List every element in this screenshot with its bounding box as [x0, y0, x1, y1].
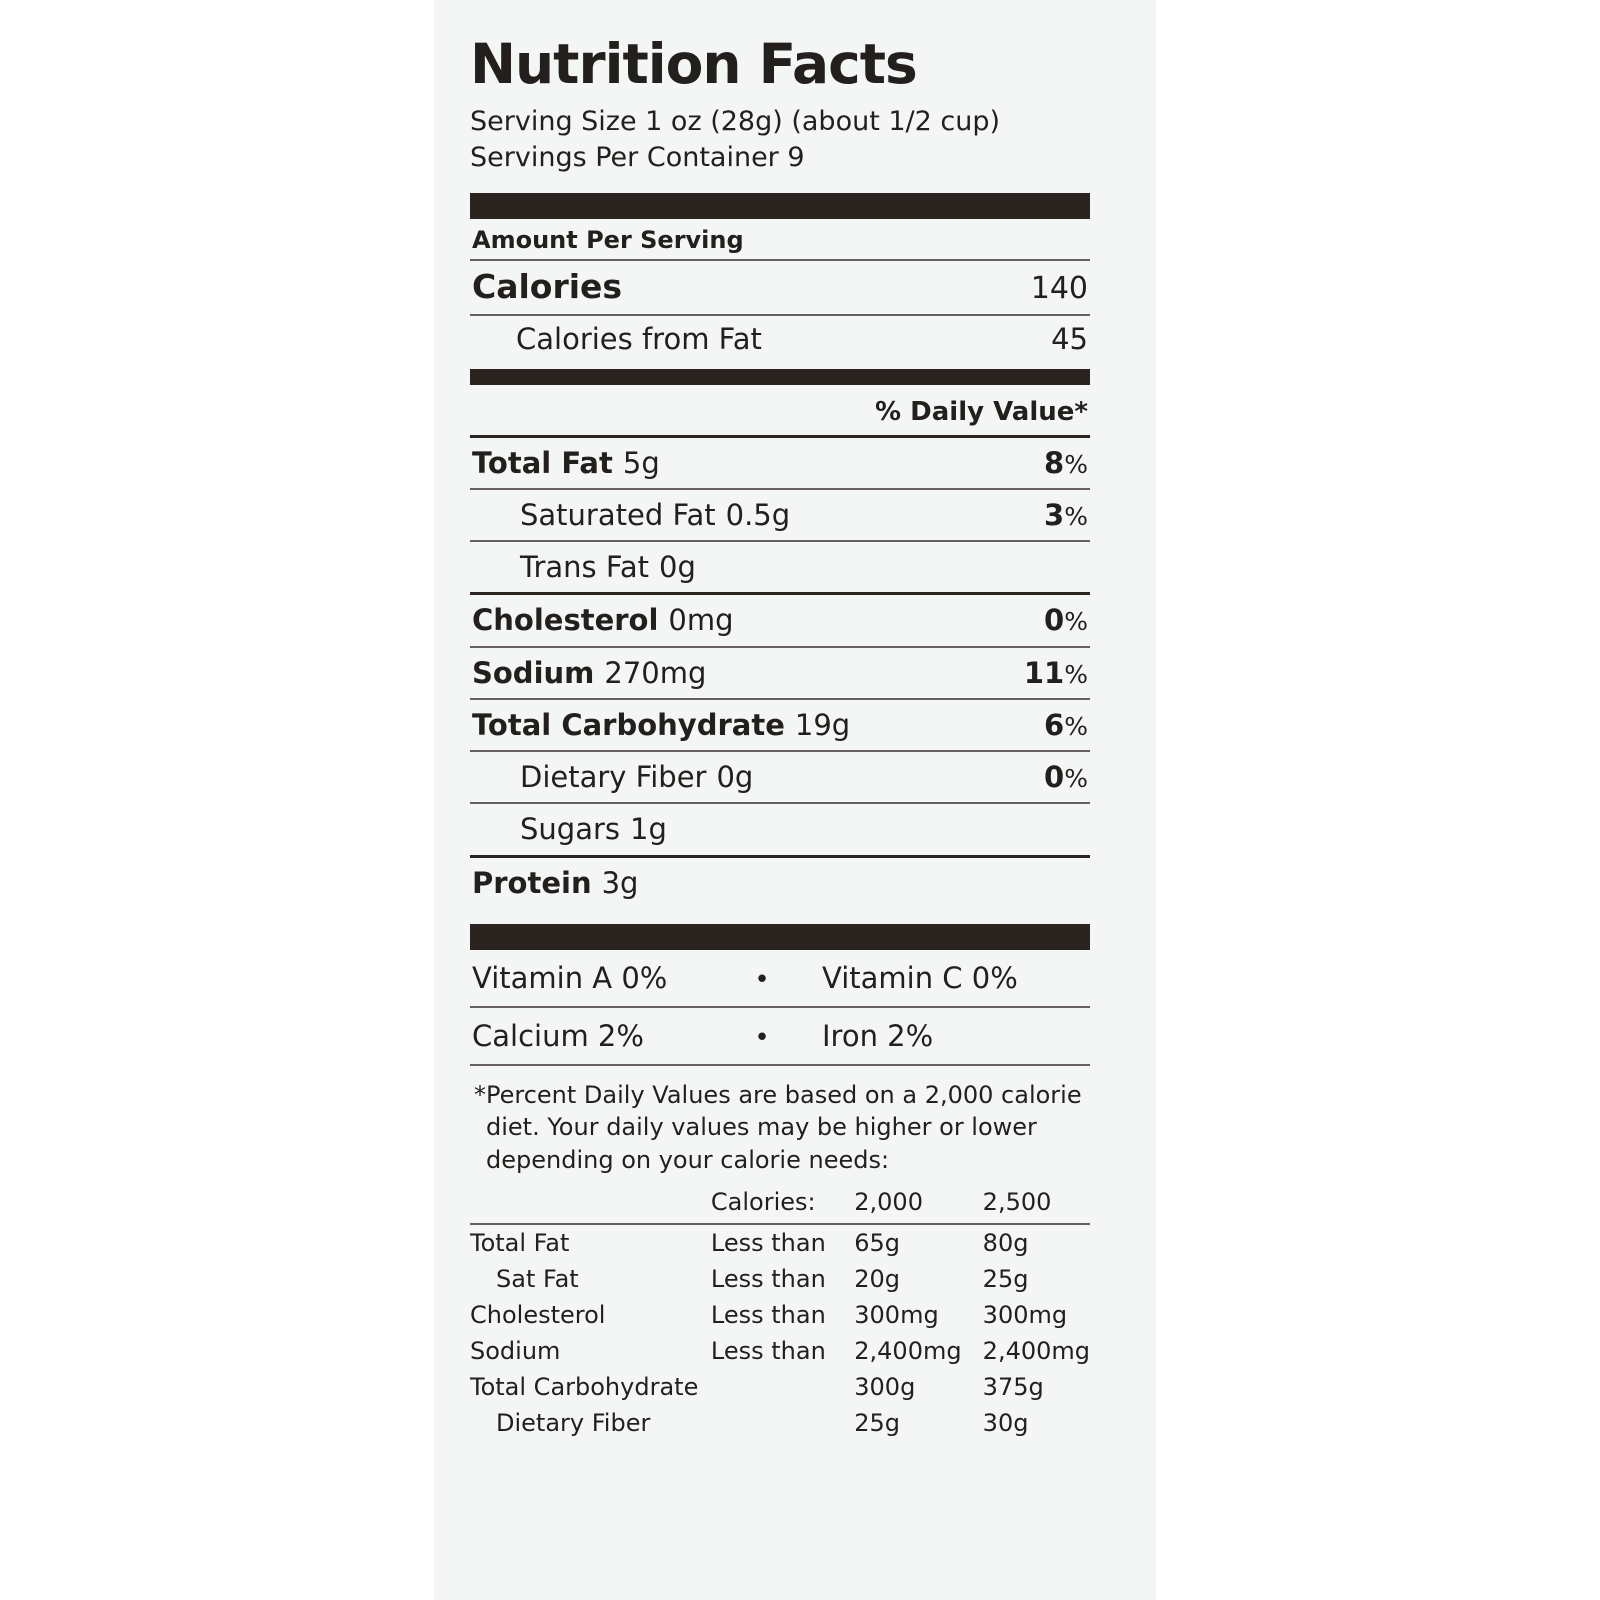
- calories-value: 140: [1030, 270, 1088, 306]
- nutrient-row: [470, 700, 1090, 750]
- row-less-than: [711, 1369, 854, 1405]
- row-less-than: Less than: [710, 1301, 826, 1330]
- nutrient-row: [470, 752, 1090, 802]
- amount-per-serving-label: Amount Per Serving: [472, 225, 744, 254]
- nutrient-amount: 1g: [630, 812, 667, 847]
- header-2000: 2,000: [854, 1188, 923, 1217]
- nutrient-name: Dietary Fiber: [520, 760, 707, 795]
- mid-divider: [470, 369, 1090, 385]
- daily-values-reference-table: [470, 1184, 1090, 1441]
- row-2000: 300mg: [854, 1301, 939, 1330]
- nutrient-dv: 3: [1044, 497, 1065, 532]
- percent-sign: %: [1064, 607, 1088, 637]
- table-row: [470, 1225, 1090, 1261]
- nutrient-amount: 3g: [601, 865, 639, 900]
- nutrient-amount: 0.5g: [725, 497, 791, 532]
- row-2000: 300g: [854, 1373, 916, 1402]
- nutrient-dv: 6: [1044, 707, 1065, 742]
- header-blank: [470, 1184, 711, 1223]
- row-less-than: [711, 1405, 854, 1441]
- thick-divider-top: [470, 193, 1090, 219]
- nutrient-name: Total Carbohydrate: [472, 707, 785, 742]
- percent-sign: %: [1064, 711, 1088, 741]
- iron-value: Iron 2%: [822, 1018, 934, 1053]
- daily-value-footnote: *Percent Daily Values are based on a 2,000 calorie diet. Your daily values may be higher or lower depending on your calorie needs:: [474, 1080, 1082, 1174]
- calories-label: Calories: [472, 266, 623, 306]
- daily-value-header: % Daily Value*: [875, 396, 1088, 427]
- percent-sign: %: [1064, 501, 1088, 531]
- nutrient-dv: 0: [1044, 760, 1065, 795]
- nutrient-name: Cholesterol: [472, 603, 659, 638]
- nutrient-dv: 8: [1044, 445, 1065, 480]
- nutrient-row: [470, 648, 1090, 698]
- servings-per-container-line: Servings Per Container 9: [470, 142, 805, 174]
- nutrient-name: Total Fat: [472, 445, 613, 480]
- vitamin-c-value: Vitamin C 0%: [822, 960, 1018, 995]
- table-row: [470, 1261, 1090, 1297]
- calories-from-fat-row: [470, 316, 1090, 363]
- nutrient-row: [470, 595, 1090, 645]
- calories-from-fat-label: Calories from Fat: [516, 321, 762, 356]
- nutrient-amount: 0g: [659, 550, 696, 585]
- row-2500: 300mg: [982, 1301, 1068, 1330]
- vitamin-row: [470, 950, 1090, 1006]
- nutrient-row: [470, 490, 1090, 540]
- nutrient-name: Protein: [472, 865, 592, 900]
- table-row: [470, 1297, 1090, 1333]
- row-name: Total Fat: [470, 1229, 570, 1258]
- vitamin-a-value: Vitamin A 0%: [472, 960, 668, 995]
- row-less-than: Less than: [710, 1265, 826, 1294]
- nutrition-facts-label: [470, 32, 1090, 1441]
- nutrient-name: Trans Fat: [520, 550, 650, 585]
- serving-size-line: Serving Size 1 oz (28g) (about 1/2 cup): [470, 105, 1001, 137]
- nutrient-name: Saturated Fat: [520, 497, 716, 532]
- nutrient-row: [470, 804, 1090, 854]
- percent-sign: %: [1064, 659, 1088, 689]
- row-name: Cholesterol: [470, 1301, 606, 1330]
- header-calories: Calories:: [710, 1188, 816, 1217]
- row-2000: 25g: [854, 1409, 901, 1438]
- row-name: Sat Fat: [496, 1265, 579, 1294]
- percent-sign: %: [1064, 449, 1088, 479]
- table-header-row: [470, 1184, 1090, 1223]
- vitamin-row: [470, 1008, 1090, 1064]
- row-name: Sodium: [470, 1337, 561, 1366]
- row-name: Total Carbohydrate: [470, 1373, 699, 1402]
- nutrient-amount: 0mg: [668, 603, 734, 638]
- nutrient-row: [470, 542, 1090, 592]
- nutrient-amount: 5g: [622, 445, 660, 480]
- row-2000: 65g: [854, 1229, 901, 1258]
- table-row: [470, 1333, 1090, 1369]
- row-2500: 2,400mg: [982, 1337, 1090, 1366]
- nutrient-dv: 11: [1023, 655, 1065, 690]
- row-2500: 375g: [982, 1373, 1044, 1402]
- calories-from-fat-value: 45: [1051, 321, 1088, 356]
- row-2000: 2,400mg: [854, 1337, 962, 1366]
- nutrient-name: Sodium: [472, 655, 595, 690]
- nutrient-name: Sugars: [520, 812, 620, 847]
- bullet-icon: •: [754, 964, 770, 995]
- nutrient-row: [470, 858, 1090, 908]
- row-2500: 25g: [982, 1265, 1029, 1294]
- header-2500: 2,500: [982, 1188, 1052, 1217]
- row-name: Dietary Fiber: [496, 1409, 651, 1438]
- nutrient-dv: 0: [1044, 603, 1065, 638]
- percent-sign: %: [1064, 764, 1088, 794]
- table-row: [470, 1405, 1090, 1441]
- nutrient-row: [470, 438, 1090, 488]
- row-2000: 20g: [854, 1265, 901, 1294]
- page-title: Nutrition Facts: [470, 32, 917, 96]
- nutrient-amount: 270mg: [604, 655, 707, 690]
- bullet-icon: •: [754, 1022, 770, 1053]
- thick-divider-vitamins: [470, 924, 1090, 950]
- row-2500: 30g: [982, 1409, 1029, 1438]
- table-row: [470, 1369, 1090, 1405]
- nutrient-amount: 0g: [716, 760, 754, 795]
- calories-row: [470, 261, 1090, 314]
- row-less-than: Less than: [710, 1229, 826, 1258]
- calcium-value: Calcium 2%: [472, 1018, 644, 1053]
- row-2500: 80g: [982, 1229, 1029, 1258]
- row-less-than: Less than: [710, 1337, 826, 1366]
- nutrient-amount: 19g: [794, 707, 851, 742]
